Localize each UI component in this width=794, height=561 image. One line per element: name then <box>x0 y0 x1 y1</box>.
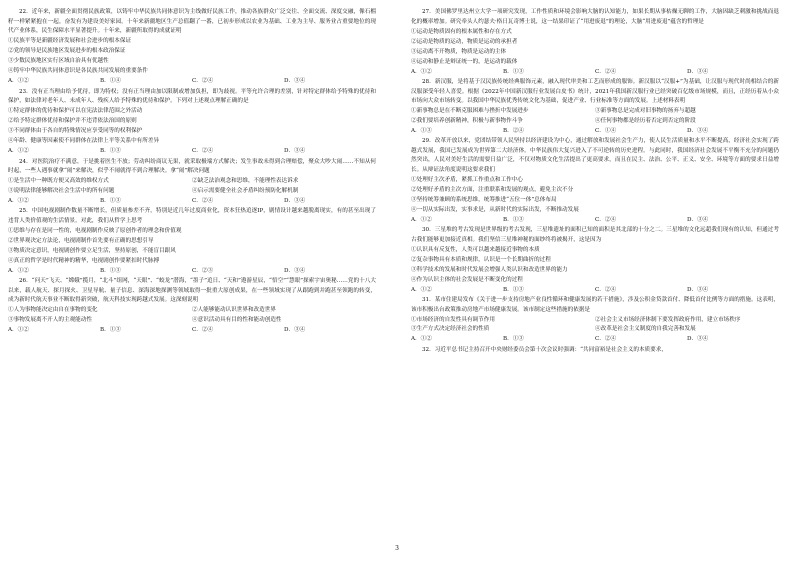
q25-item-2: ②世界观决定方法论，电视剧制作首先要有正确的思想引导 <box>8 237 154 244</box>
q26-option-a: A．①② <box>8 326 29 333</box>
q25-option-b: B．①③ <box>100 267 121 274</box>
q31-option-c: C．②④ <box>595 336 617 342</box>
q25-option-c: C．②③ <box>192 267 214 274</box>
q22-stem: 22．近年来，新疆全面贯彻民族政策，以铸牢中华民族共同体意识为主线做好民族工作，推动各族群众广泛交往、全面交流、深度交融，像石榴籽一样紧紧抱在一起，奋发有为建设美好家园。十年来新疆地区生产总值翻了一番，已初步形成以农业为基础、工业为主导、服务业占重要地位的现代产业体系，民生保障水平显著提升。十年来，新疆所取得的成就证明 <box>8 9 376 34</box>
q25-option-d: D．③④ <box>284 267 306 274</box>
q23-item-4: ④年龄、健康等因素使不同群体在法律上平等关系中有所差异 <box>8 138 160 144</box>
q30-options <box>411 286 779 296</box>
q30-option-b: B．①③ <box>503 286 524 293</box>
q23-stem: 23．没有正当理由给予优待，即为特权；没有正当理由加以限制或增加负担，即为歧视。平等允许合理的差别，针对特定群体给予特殊的优待和保护，如法律对老年人、未成年人、残疾人给予特殊的优待和保护。下列对上述观点理解正确的是 <box>8 88 376 104</box>
q24-items <box>8 177 376 196</box>
q22-item-1: ①民族平等是新疆经济发展和社会进步的根本保证 <box>8 38 132 44</box>
q24-item-2: ②缺乏法治观念和思维，不能理性表达诉求 <box>192 178 299 184</box>
q26-option-d: D．③④ <box>284 326 306 333</box>
q25-item-3: ③物质决定意识，电视剧创作要立足生活，坚持原创，不能盲目跟风 <box>8 247 176 254</box>
q22-option-c: C．②④ <box>192 78 214 84</box>
q29-item-1: ①处理好主次矛盾，紧抓工作重点和工作中心 <box>411 176 523 183</box>
q24-item-3: ③说明法律能够解决社会生活中的所有问题 <box>8 187 115 194</box>
q29-item-2: ②处理好矛盾的主次方面，注重联系和发展的观点，避免主次不分 <box>411 186 574 193</box>
q22-option-a: A．①② <box>8 78 29 84</box>
q26-stem: 26．“问天”飞天、“嫦娥”揽月，“北斗”组网，“天眼”、“蛟龙”潜海，“墨子”追日、“天和”遨游星辰，“悟空”“慧眼”探索宇宙奥秘……党的十八大以来，载人航天、探月探火、卫星导航、量子信息、深海深地探测等领域取得一批重大原创成果，在一些领域实现了从跟跑到并跑甚至领跑的转变，成为新时代航天事业不断取得新突破，航天科技实现跨越式发展。这深刻说明 <box>8 278 376 303</box>
q25-item-1: ①思维与存在是同一性的，电视剧制作反映了原创作者的理念和价值观 <box>8 227 182 234</box>
q24-option-b: B．①③ <box>100 197 121 204</box>
q27-options <box>411 68 779 78</box>
q30-item-1: ①认识具有反复性，人类可以越来越接近事物的本质 <box>411 246 540 253</box>
q28-item-3: ③新事物总是完成对旧事物的扬弃与超越 <box>595 108 696 114</box>
q27-item-3: ③运动离不开物质，物质是运动的主体 <box>411 48 507 55</box>
q25-options <box>8 267 376 277</box>
q24-option-c: C．②④ <box>192 197 214 204</box>
q26-item-2: ②人能够能动认识世界和改造世界 <box>192 307 276 313</box>
q28-option-b: B．②④ <box>503 127 524 134</box>
q31-stem: 31．某市住建局发布《关于进一步支持房地产业良性循环和健康发展的若干措施》，涉及公积金贷款首付、降低首付比例等方面的措施。这表明，该市积极出台政策推动房地产市场健康发展。该市制定这些措施的依据是 <box>411 297 779 313</box>
q28-stem: 28．新汉服，是将基于汉民族传统经典服饰元素，融入现代审美和工艺而形成的服饰。新汉服以“汉服+”为基础，让汉服与现代时尚相结合的新汉服深受年轻人喜爱。根据《2022年中国新汉服行业发展白皮书》统计，2021年我国新汉服行业已经突破百亿级市场规模，而且，正经历着从小众市场向大众市场转变。以我国中华民族优秀传统文化为基础，促进产业、行业标准等方面的发展。上述材料表明 <box>411 79 779 104</box>
q29-options <box>411 216 779 226</box>
q28-option-c: C．①④ <box>595 127 617 134</box>
q28-item-1: ①新事物总是在不断克服困难与挫折中发展进步 <box>411 108 529 114</box>
q28-item-2: ②我们要培养创新精神，积极与新事物作斗争 <box>411 117 523 124</box>
q29-option-d: D．③④ <box>687 216 709 223</box>
q30-item-3: ③科学技术的发展和时代发展会增强人类认识和改造世界的能力 <box>411 266 568 273</box>
q29-option-b: B．①③ <box>503 216 524 223</box>
q24-stem: 24．对医院治疗不满意，于是挑着医生不放；劳动纠纷商议无果，就采取极端方式解决；发生事故未得到合理赔偿，聚众大吵大闹……不知从何时起，一些人遇事就拿“闹”来解决，似乎不闹就得不到合理解决。拿“闹”解决问题 <box>8 158 376 174</box>
q27-item-2: ②运动是物质的运动，物质是运动的承担者 <box>411 38 518 45</box>
q28-option-d: D．③④ <box>687 127 709 134</box>
q26-item-4: ④意识活动具有目的性和能动创造性 <box>192 316 282 323</box>
q31-option-a: A．①② <box>411 336 432 342</box>
q26-item-3: ③事物发展离不开人的主观能动性 <box>8 316 92 323</box>
q25-option-a: A．①② <box>8 267 29 274</box>
q27-option-a: A．①② <box>411 68 432 75</box>
q31-item-2: ②社会主义市场经济体制下要发挥政府作用，建立市场秩序 <box>595 316 741 323</box>
q32-stem: 32．习近平总书记主持召开中央财经委员会第十次会议时强调：“共同富裕是社会主义的本质要求， <box>422 346 667 353</box>
q30-item-4: ④作为认识主体的社会发展是不断变化的过程 <box>411 276 523 283</box>
q28-option-a: A．①③ <box>411 127 432 134</box>
q30-option-c: C．②④ <box>595 286 617 293</box>
q29-item-4: ④一切从实际出发，实事求是，从新时代的实际出发，不断推动发展 <box>411 206 579 213</box>
q28-items <box>411 107 779 126</box>
right-column <box>411 8 779 356</box>
q30-stem: 30．三星堆的考古发现是世界级的考古发现，三星堆遗址的面积已知的面积是其北部的十分之二。三星堆的文化远超我们现有的认知，但通过考古我们能够更加接近真相。我们坚信三星堆神秘的面纱终将被揭开，这是因为 <box>411 227 779 243</box>
q26-options <box>8 326 376 336</box>
q26-items <box>8 306 376 325</box>
q26-option-b: B．①③ <box>100 326 121 333</box>
left-column <box>8 8 376 336</box>
q24-item-4: ④启示需要健全社会矛盾纠纷预防化解机制 <box>192 187 299 194</box>
q26-item-1: ①人为事物能决定由自在事物的变化 <box>8 307 98 313</box>
q27-option-b: B．①③ <box>503 68 524 75</box>
q26-option-c: C．②④ <box>192 326 214 333</box>
q25-item-4: ④真正的哲学是时代精神的精华，电视剧创作要紧扣时代脉搏 <box>8 257 160 264</box>
q29-option-a: A．①② <box>411 216 432 223</box>
q31-items <box>411 316 779 335</box>
q31-option-d: D．③④ <box>687 336 709 342</box>
q25-stem: 25．中国电视剧制作数量不断增长，但质量参差不齐，特别是近几年过度商业化，资本狂热追逐IP，剧情设计越来越脱离现实，有的甚至出现了违背人类价值观的生活情景。对此，我们从哲学上思考 <box>8 208 376 224</box>
q23-option-b: B．①③ <box>100 148 121 154</box>
q23-option-a: A．①② <box>8 148 29 154</box>
q30-option-d: D．③④ <box>687 286 709 293</box>
q31-options <box>411 335 779 345</box>
q29-item-3: ③坚持统筹兼顾的系统思维，统筹推进“五位一体”总体布局 <box>411 196 557 203</box>
q22-option-d: D．③④ <box>284 78 306 84</box>
q27-stem: 27．美国佛罗里达州立大学一项研究发现，工作性质和环境会影响大脑的认知能力，如果长期从事枯燥无聊的工作，大脑因缺乏刺激和挑战而退化的概率增加。研究牵头人约瑟夫·格日瓦奇博士说，这一结果印证了“用进废退”的理论，大脑“用进废退”蕴含的哲理是 <box>411 9 779 25</box>
q31-option-b: B．①③ <box>503 336 524 342</box>
page-number: 3 <box>395 545 399 552</box>
q23-item-1: ①特定群体的优待和保护可以在宪法法律范围之外活动 <box>8 108 143 114</box>
q23-item-3: ③不同群体由于各自的特殊情况应享受同等的权利保护 <box>8 128 143 134</box>
q23-item-2: ②给予特定群体优待和保护并不违背依法治国的原则 <box>8 118 137 124</box>
q27-item-1: ①运动是物质固有的根本属性和存在方式 <box>411 28 512 35</box>
q23-options <box>8 147 376 157</box>
q24-option-d: D．③④ <box>284 197 306 204</box>
q27-option-d: D．③④ <box>687 68 709 75</box>
q23-option-d: D．③④ <box>284 148 306 154</box>
q24-item-1: ①是生活中一种既方便又高效的维权方式 <box>8 178 109 184</box>
q22-item-3: ③少数民族地区实行区域自治具有优越性 <box>8 58 109 64</box>
q23-option-c: C．②④ <box>192 148 214 154</box>
q22-option-b: B．①④ <box>100 78 121 84</box>
q31-item-1: ①市场经济的自发性具有调节作用 <box>411 316 495 323</box>
q27-item-4: ④运动和静止是辩证统一的，是运动的载体 <box>411 58 518 65</box>
q22-options <box>8 77 376 87</box>
q28-item-4: ④任何事物都是经历着否定到否定的阶段 <box>595 117 696 124</box>
q22-item-2: ②党的领导是民族地区发展进步的根本政治保证 <box>8 48 126 54</box>
q29-stem: 29．改革开放以来，党团结带领人民坚持以经济建设为中心，通过解放和发展社会生产力，使人民生活质量和水平不断提高，经济社会实现了跨越式发展，我国已发展成为世界第二大经济体。中华民族伟大复兴进入了不可逆转的历史进程。与此同时，我国经济社会发展不平衡不充分的问题仍然突出，人民对美好生活的需要日益广泛，不仅对物质文化生活提出了更高要求，而且在民主、法治、公平、正义、安全、环境等方面的要求日益增长。从辩证法角度说明这要求我们 <box>411 138 779 173</box>
q22-item-4: ④铸牢中华民族共同体意识是各民族共同发展的重要条件 <box>8 68 148 74</box>
q31-item-4: ④改革是社会主义制度的自我完善和发展 <box>595 326 696 332</box>
q27-option-c: C．②④ <box>595 68 617 75</box>
q30-option-a: A．①② <box>411 286 432 293</box>
q31-item-3: ③生产方式决定经济社会的性质 <box>411 326 490 332</box>
q28-options <box>411 127 779 137</box>
q24-options <box>8 197 376 207</box>
q24-option-a: A．①② <box>8 197 29 204</box>
q30-item-2: ②复杂事物具有本质和规律，认识是一个长期曲折的过程 <box>411 256 551 263</box>
q29-option-c: C．②④ <box>595 216 617 223</box>
